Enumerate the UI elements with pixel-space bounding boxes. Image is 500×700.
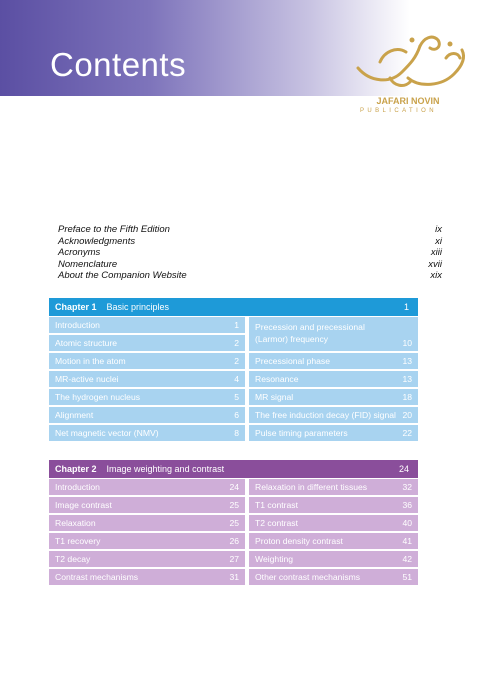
chapter-right-column [249, 479, 418, 587]
section-entry[interactable] [249, 569, 418, 585]
chapter-title: Basic principles [106, 302, 170, 312]
section-entry[interactable] [249, 551, 418, 567]
front-matter-item[interactable] [58, 247, 442, 259]
front-matter-item[interactable] [58, 224, 442, 236]
section-title-line-2: (Larmor) frequency [255, 333, 329, 344]
section-page: 31 [229, 572, 239, 582]
chapter-left-column [49, 479, 245, 587]
section-entry[interactable] [249, 407, 418, 423]
item-title: Acronyms [58, 247, 101, 258]
section-title-line-1: Precession and precessional [255, 321, 365, 332]
section-title: Precessional phase [255, 356, 331, 366]
chapter-number: Chapter 2 [55, 464, 97, 474]
calligraphy-emblem-icon [350, 22, 480, 100]
section-page: 13 [402, 356, 412, 366]
publisher-logo [350, 22, 480, 122]
section-title: Proton density contrast [255, 536, 343, 546]
section-entry[interactable] [49, 497, 245, 513]
section-title: Motion in the atom [55, 356, 126, 366]
section-title: The free induction decay (FID) signal [255, 410, 396, 420]
section-page: 32 [402, 482, 412, 492]
chapter-left-column [49, 317, 245, 443]
section-page: 26 [229, 536, 239, 546]
section-entry[interactable] [49, 569, 245, 585]
section-title: Pulse timing parameters [255, 428, 348, 438]
section-title: Net magnetic vector (NMV) [55, 428, 159, 438]
section-page: 20 [402, 410, 412, 420]
section-title: T2 decay [55, 554, 91, 564]
chapter-header[interactable] [49, 298, 418, 316]
section-page: 22 [402, 428, 412, 438]
section-entry[interactable] [49, 335, 245, 351]
section-page: 1 [234, 320, 239, 330]
section-title: Introduction [55, 320, 100, 330]
section-title: MR signal [255, 392, 294, 402]
chapter-2-block [49, 460, 418, 587]
section-page: 8 [234, 428, 239, 438]
section-title: T2 contrast [255, 518, 298, 528]
section-page: 4 [234, 374, 239, 384]
section-page: 25 [229, 518, 239, 528]
section-title [255, 321, 365, 345]
section-entry[interactable] [249, 389, 418, 405]
section-entry[interactable] [249, 317, 418, 351]
front-matter-list [58, 224, 442, 282]
section-page: 24 [229, 482, 239, 492]
section-entry[interactable] [49, 479, 245, 495]
section-title: Alignment [55, 410, 94, 420]
item-title: Nomenclature [58, 258, 118, 270]
item-title: About the Companion Website [58, 270, 187, 281]
section-entry[interactable] [49, 551, 245, 567]
front-matter-item[interactable] [58, 259, 442, 271]
section-title: T1 recovery [55, 536, 101, 546]
chapter-right-column [249, 317, 418, 443]
section-entry[interactable] [49, 317, 245, 333]
chapter-1-block [49, 298, 418, 443]
page-title: Contents [50, 46, 187, 83]
section-page: 6 [234, 410, 239, 420]
section-title: Contrast mechanisms [55, 572, 139, 582]
section-title: MR-active nuclei [55, 374, 119, 384]
section-page: 40 [402, 518, 412, 528]
section-title: The hydrogen nucleus [55, 392, 141, 402]
chapter-number: Chapter 1 [55, 302, 97, 312]
chapter-header[interactable] [49, 460, 418, 478]
section-entry[interactable] [49, 371, 245, 387]
section-page: 42 [402, 554, 412, 564]
section-page: 41 [402, 536, 412, 546]
section-entry[interactable] [49, 353, 245, 369]
section-page: 10 [402, 338, 412, 348]
item-page: xix [430, 270, 442, 281]
section-title: Image contrast [55, 500, 112, 510]
section-entry[interactable] [249, 515, 418, 531]
section-entry[interactable] [49, 407, 245, 423]
item-title: Preface to the Fifth Edition [58, 224, 170, 235]
section-entry[interactable] [249, 479, 418, 495]
item-page: ix [435, 224, 442, 235]
section-title: Resonance [255, 374, 299, 384]
section-title: Introduction [55, 482, 100, 492]
section-entry[interactable] [49, 389, 245, 405]
front-matter-item[interactable] [58, 270, 442, 282]
item-page: xiii [430, 247, 442, 258]
section-title: T1 contrast [255, 500, 298, 510]
section-title: Weighting [255, 554, 294, 564]
section-entry[interactable] [249, 533, 418, 549]
section-entry[interactable] [249, 371, 418, 387]
section-page: 13 [402, 374, 412, 384]
section-page: 25 [229, 500, 239, 510]
section-page: 5 [234, 392, 239, 402]
section-page: 2 [234, 356, 239, 366]
section-title: Atomic structure [55, 338, 118, 348]
item-page: xi [435, 235, 442, 247]
section-title: Relaxation in different tissues [255, 482, 368, 492]
section-entry[interactable] [49, 515, 245, 531]
section-page: 27 [229, 554, 239, 564]
section-entry[interactable] [249, 425, 418, 441]
section-page: 2 [234, 338, 239, 348]
chapter-title: Image weighting and contrast [106, 464, 225, 474]
section-entry[interactable] [249, 497, 418, 513]
section-entry[interactable] [49, 533, 245, 549]
publisher-tagline: PUBLICATION [360, 108, 437, 114]
section-entry[interactable] [249, 353, 418, 369]
item-page: xvii [428, 258, 442, 270]
front-matter-item[interactable] [58, 236, 442, 248]
section-page: 51 [402, 572, 412, 582]
section-page: 18 [402, 392, 412, 402]
chapter-page: 1 [403, 302, 409, 312]
section-title: Relaxation [55, 518, 96, 528]
publisher-name: JAFARI NOVIN [376, 96, 440, 106]
section-title: Other contrast mechanisms [255, 572, 361, 582]
item-title: Acknowledgments [58, 235, 136, 247]
section-page: 36 [402, 500, 412, 510]
chapter-page: 24 [398, 464, 409, 474]
section-entry[interactable] [49, 425, 245, 441]
